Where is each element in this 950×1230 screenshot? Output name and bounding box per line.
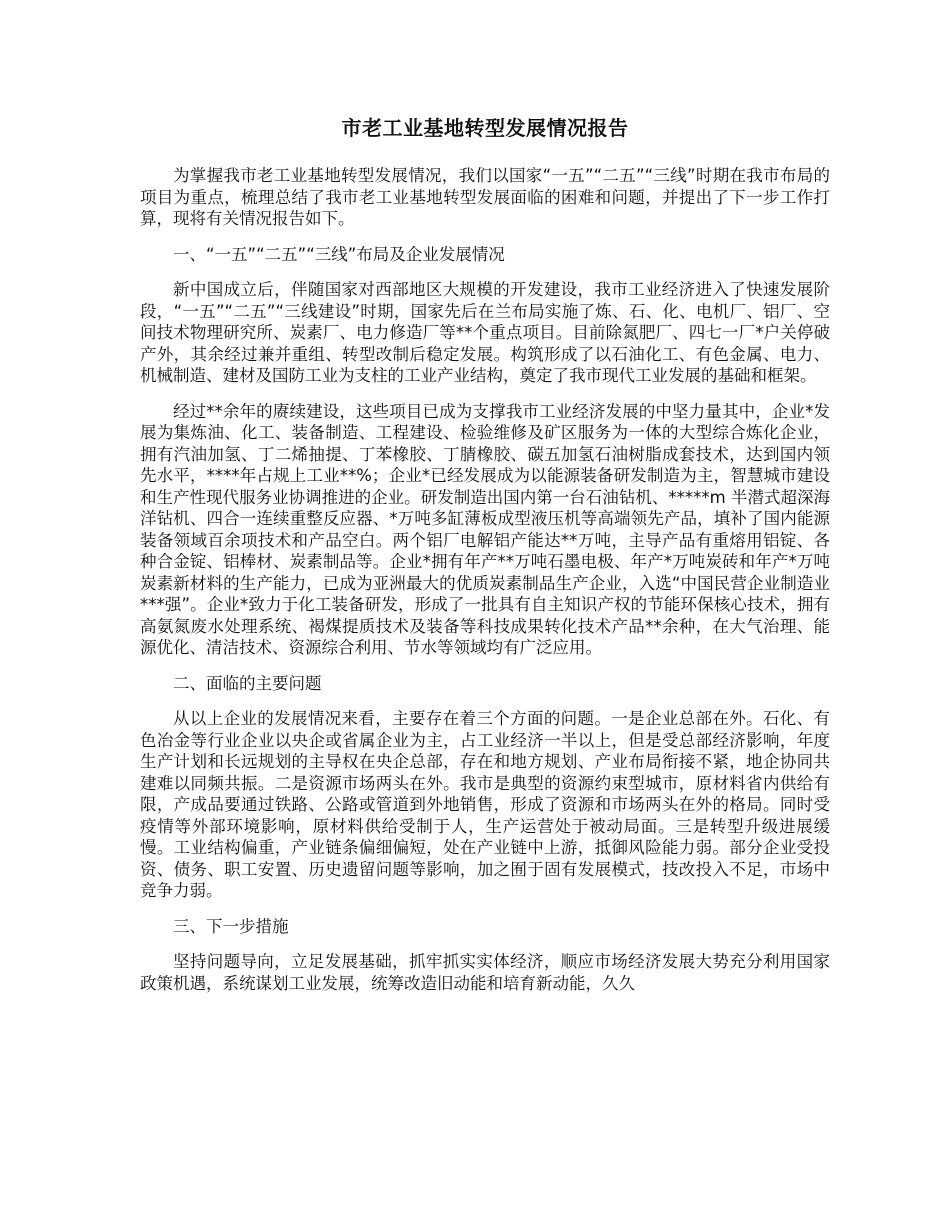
section-1-paragraph-2: 经过**余年的赓续建设，这些项目已成为支撑我市工业经济发展的中坚力量其中，企业*发展为集炼油、化工、装备制造、工程建设、检验维修及矿区服务为一体的大型综合炼化企业，拥有汽油加氢、丁二烯抽提、丁苯橡胶、丁腈橡胶、碳五加氢石油树脂成套技术，达到国内领先水平，****年占规上工业**%；企业*已经发展成为以能源装备研发制造为主，智慧城市建设和生产性现代服务业协调推进的企业。研发制造出国内第一台石油钻机、*****m 半潜式超深海洋钻机、四合一连续重整反应器、*万吨多缸薄板成型液压机等高端领先产品，填补了国内能源装备领域百余项技术和产品空白。两个铝厂电解铝产能达**万吨，主导产品有重熔用铝锭、各种合金锭、铝棒材、炭素制品等。企业*拥有年产**万吨石墨电极、年产*万吨炭砖和年产*万吨炭素新材料的生产能力，已成为亚洲最大的优质炭素制品生产企业，入选“中国民营企业制造业***强”。企业*致力于化工装备研发，形成了一批具有自主知识产权的节能环保核心技术，拥有高氨氮废水处理系统、褐煤提质技术及装备等科技成果转化技术产品**余种，在大气治理、能源优化、清洁技术、资源综合利用、节水等领域均有广泛应用。 [140,401,830,657]
section-2-paragraph-1: 从以上企业的发展情况来看，主要存在着三个方面的问题。一是企业总部在外。石化、有色冶金等行业企业以央企或省属企业为主，占工业经济一半以上，但是受总部经济影响，年度生产计划和长远规划的主导权在央企总部，存在和地方规划、产业布局衔接不紧，地企协同共建难以同频共振。二是资源市场两头在外。我市是典型的资源约束型城市，原材料省内供给有限，产成品要通过铁路、公路或管道到外地销售，形成了资源和市场两头在外的格局。同时受疫情等外部环境影响，原材料供给受制于人，生产运营处于被动局面。三是转型升级进展缓慢。工业结构偏重，产业链条偏细偏短，处在产业链中上游，抵御风险能力弱。部分企业受投资、债务、职工安置、历史遗留问题等影响，加之囿于固有发展模式，技改投入不足，市场中竞争力弱。 [140,709,830,900]
section-1-heading: 一、“一五”“二五”“三线”布局及企业发展情况 [173,244,505,264]
document-title: 市老工业基地转型发展情况报告 [341,116,629,140]
document-page [140,112,830,1008]
section-1-paragraph-1: 新中国成立后，伴随国家对西部地区大规模的开发建设，我市工业经济进入了快速发展阶段，“一五”“二五”“三线建设”时期，国家先后在兰布局实施了炼、石、化、电机厂、铝厂、空间技术物理研究所、炭素厂、电力修造厂等**个重点项目。目前除氮肥厂、四七一厂*户关停破产外，其余经过兼并重组、转型改制后稳定发展。构筑形成了以石油化工、有色金属、电力、机械制造、建材及国防工业为支柱的工业产业结构，奠定了我市现代工业发展的基础和框架。 [140,280,830,385]
section-2-heading: 二、面临的主要问题 [173,673,322,693]
section-3-heading: 三、下一步措施 [173,916,289,936]
section-3-paragraph-1: 坚持问题导向，立足发展基础，抓牢抓实实体经济，顺应市场经济发展大势充分利用国家政策机遇，系统谋划工业发展，统筹改造旧动能和培育新动能，久久 [140,952,830,993]
intro-paragraph: 为掌握我市老工业基地转型发展情况，我们以国家“一五”“二五”“三线”时期在我市布局的项目为重点，梳理总结了我市老工业基地转型发展面临的困难和问题，并提出了下一步工作打算，现将有关情况报告如下。 [140,166,830,228]
